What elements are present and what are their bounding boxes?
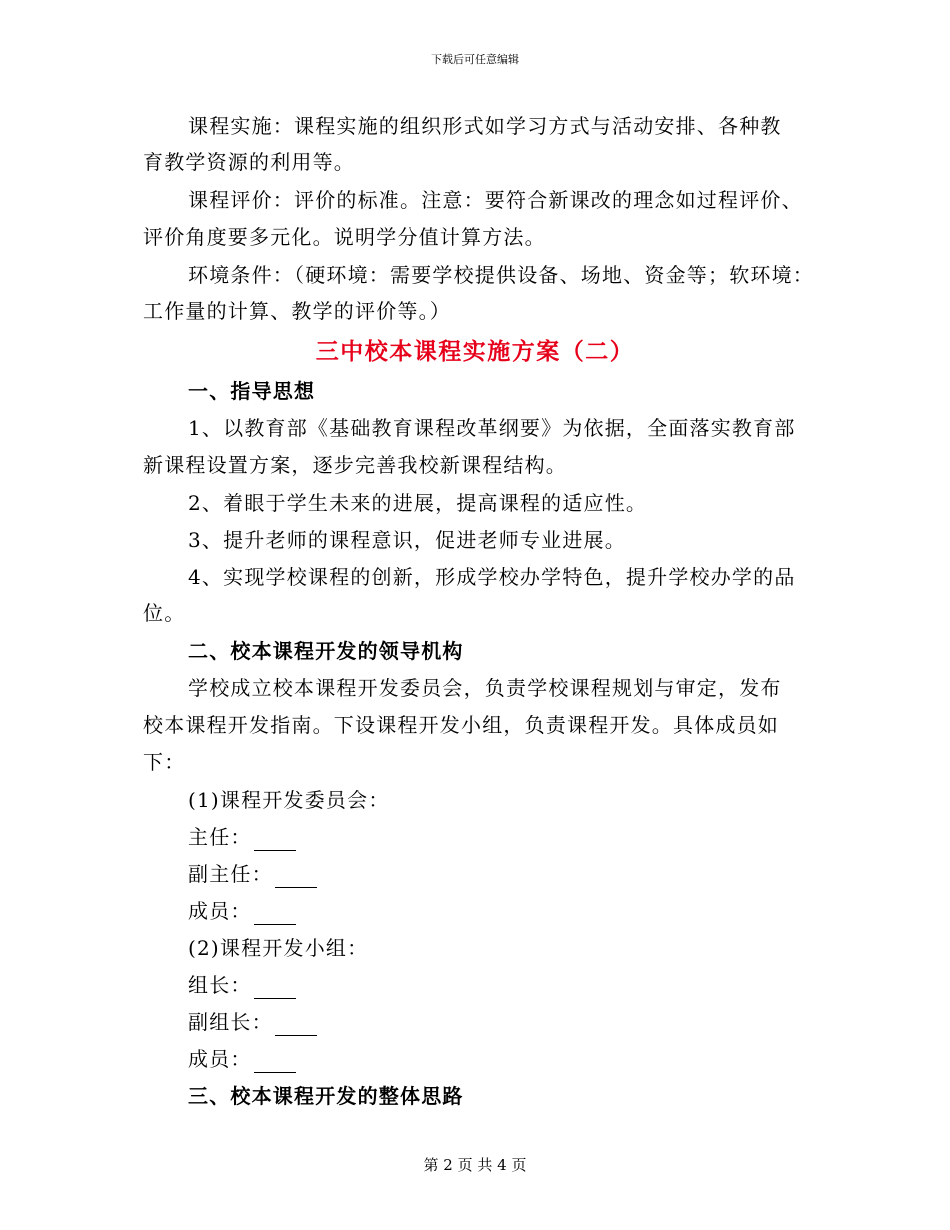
member-label: 成员：	[188, 1047, 252, 1071]
guideline-item-4: 4、实现学校课程的创新，形成学校办学特色，提升学校办学的品	[188, 565, 796, 589]
leadership-paragraph: 学校成立校本课程开发委员会，负责学校课程规划与审定，发布	[188, 676, 782, 700]
deputy-director-row	[188, 860, 317, 888]
blank-underline	[275, 869, 317, 888]
director-label: 主任：	[188, 825, 252, 849]
section1-heading: 一、指导思想	[188, 379, 316, 403]
implementation-text: 课程实施：课程实施的组织形式如学习方式与活动安排、各种教	[188, 114, 782, 138]
director-row	[188, 823, 296, 851]
leadership-paragraph-cont: 校本课程开发指南。下设课程开发小组，负责课程开发。具体成员如	[143, 713, 779, 737]
deputy-leader-label: 副组长：	[188, 1010, 273, 1034]
group-member-row	[188, 1045, 296, 1073]
implementation-text-cont: 育教学资源的利用等。	[143, 150, 355, 174]
environment-text-cont: 工作量的计算、教学的评价等。）	[143, 299, 451, 323]
guideline-item-1-cont: 新课程设置方案，逐步完善我校新课程结构。	[143, 453, 567, 477]
committee-label: (1)课程开发委员会：	[188, 788, 390, 812]
section3-heading: 三、校本课程开发的整体思路	[188, 1084, 464, 1108]
environment-text: 环境条件：（硬环境：需要学校提供设备、场地、资金等；软环境：	[188, 263, 814, 287]
blank-underline	[254, 832, 296, 851]
blank-underline	[254, 906, 296, 925]
guideline-item-2: 2、着眼于学生未来的进展，提高课程的适应性。	[188, 491, 648, 515]
leadership-paragraph-end: 下：	[143, 750, 186, 774]
page-header: 下载后可任意编辑	[431, 53, 519, 66]
section2-heading: 二、校本课程开发的领导机构	[188, 639, 464, 663]
blank-underline	[254, 1054, 296, 1073]
guideline-item-3: 3、提升老师的课程意识，促进老师专业进展。	[188, 528, 626, 552]
blank-underline	[275, 1017, 317, 1036]
page-footer: 第 2 页 共 4 页	[423, 1156, 527, 1174]
guideline-item-4-cont: 位。	[143, 601, 186, 625]
deputy-director-label: 副主任：	[188, 862, 273, 886]
committee-member-row	[188, 897, 296, 925]
leader-row	[188, 971, 296, 999]
evaluation-text: 课程评价：评价的标准。注意：要符合新课改的理念如过程评价、	[188, 188, 803, 212]
deputy-leader-row	[188, 1008, 317, 1036]
group-label: (2)课程开发小组：	[188, 936, 369, 960]
member-label: 成员：	[188, 899, 252, 923]
guideline-item-1: 1、以教育部《基础教育课程改革纲要》为依据，全面落实教育部	[188, 416, 796, 440]
evaluation-text-cont: 评价角度要多元化。说明学分值计算方法。	[143, 225, 546, 249]
document-title: 三中校本课程实施方案（二）	[315, 338, 635, 365]
leader-label: 组长：	[188, 973, 252, 997]
blank-underline	[254, 980, 296, 999]
